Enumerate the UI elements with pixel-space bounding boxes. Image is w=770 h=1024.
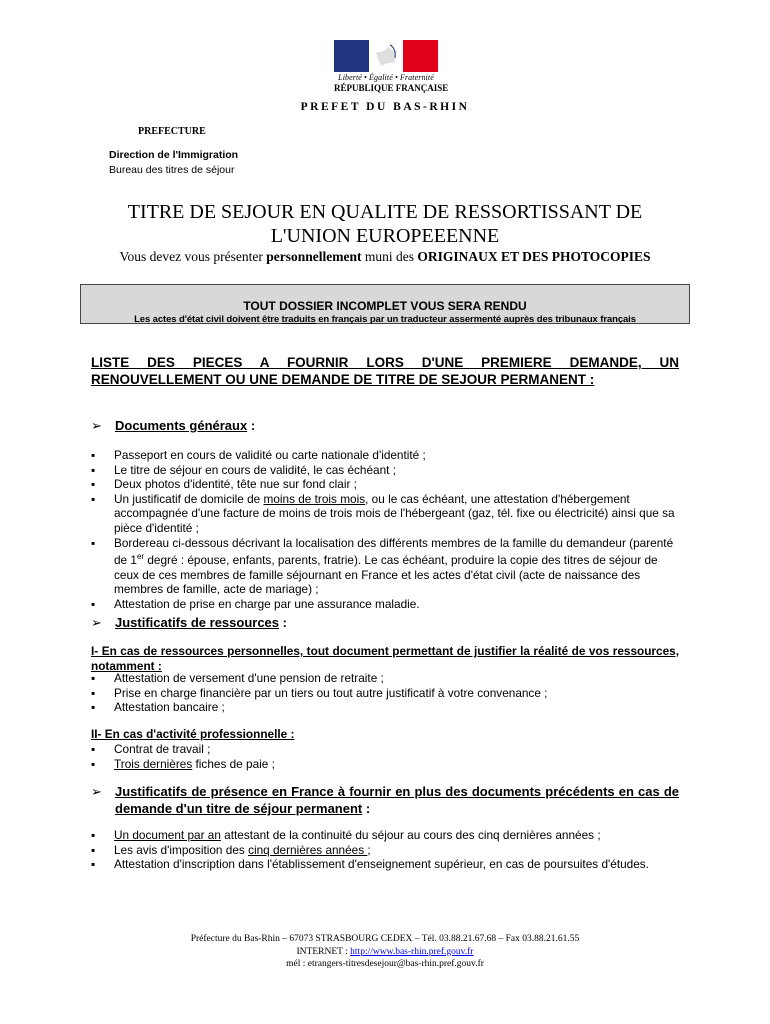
republique-francaise-logo: [334, 40, 449, 93]
notice-box: [80, 284, 690, 324]
ressources-personnelles-list: [91, 671, 679, 715]
documents-generaux-list: [91, 448, 679, 611]
list-item: [91, 597, 679, 612]
arrow-icon: ➢: [91, 418, 102, 433]
footer-email: mél : etrangers-titresdesejour@bas-rhin.pref.gouv.fr: [286, 959, 484, 969]
subtitle-personnellement: personnellement: [266, 249, 362, 264]
list-item: [91, 742, 679, 757]
bullet-icon: ▪: [91, 828, 96, 842]
prefet-heading: PREFET DU BAS-RHIN: [300, 101, 470, 113]
subtitle-part-3: muni des: [361, 249, 418, 264]
republique-label: RÉPUBLIQUE FRANÇAISE: [334, 83, 449, 93]
footer-address: Préfecture du Bas-Rhin – 67073 STRASBOURG CEDEX – Tél. 03.88.21.67.68 – Fax 03.88.21.61.55: [190, 934, 580, 944]
bullet-icon: ▪: [91, 742, 96, 756]
item-text: Deux photos d'identité, tête nue sur fond clair ;: [114, 477, 357, 492]
item-superscript: er: [136, 552, 145, 562]
arrow-icon: ➢: [91, 615, 102, 630]
section-label: Justificatifs de présence en France à fournir en plus des documents précédents en cas de demande d'un titre de séjour permanent: [115, 784, 679, 816]
activite-professionnelle-heading: II- En cas d'activité professionnelle :: [91, 727, 295, 741]
bullet-icon: ▪: [91, 671, 96, 685]
list-item: [91, 536, 679, 597]
item-text: Prise en charge financière par un tiers ou tout autre justificatif à votre convenance ;: [114, 685, 548, 700]
list-item: [91, 686, 679, 701]
title-line-1: TITRE DE SEJOUR EN QUALITE DE RESSORTISSANT DE: [127, 201, 643, 223]
bullet-icon: ▪: [91, 535, 96, 550]
bullet-icon: ▪: [91, 477, 96, 492]
footer-internet: [0, 946, 770, 959]
item-text: Passeport en cours de validité ou carte nationale d'identité ;: [114, 448, 426, 462]
subtitle-originaux: ORIGINAUX ET DES PHOTOCOPIES: [417, 249, 651, 264]
item-text: ;: [367, 842, 371, 857]
item-text: Un justificatif de domicile de: [114, 491, 264, 506]
list-item: [91, 700, 679, 715]
marianne-profile-icon: [364, 40, 408, 72]
section-documents-generaux: [91, 418, 255, 434]
item-text: Contrat de travail ;: [114, 742, 211, 756]
list-item: [91, 671, 679, 686]
footer: [0, 933, 770, 971]
page-title: [0, 200, 770, 248]
bullet-icon: ▪: [91, 448, 96, 462]
item-text: degré : épouse, enfants, parents, fratrie). Le cas échéant, produire la copie des titres de séjour de ceux de ces membres de famille séjournant en France et les actes d'état civil (acte de naissance des membres de famille, acte de mariage) ;: [114, 553, 658, 597]
notice-text-a: Les actes d'état civil doivent être: [134, 314, 282, 325]
justificatifs-presence-list: [91, 828, 679, 872]
item-underlined: Un document par an: [114, 828, 221, 842]
list-item: [91, 857, 679, 872]
item-text: Les avis d'imposition des: [114, 842, 249, 857]
arrow-icon: ➢: [91, 784, 102, 799]
bullet-icon: ▪: [91, 491, 96, 506]
notice-traduits: traduits: [281, 314, 316, 325]
internet-label: INTERNET :: [296, 946, 351, 957]
bullet-icon: ▪: [91, 685, 96, 700]
item-text: fiches de paie ;: [192, 756, 275, 771]
item-underlined: Trois dernières: [114, 756, 193, 771]
direction-label: Direction de l'Immigration: [109, 149, 239, 161]
item-text: Attestation d'inscription dans l'établissement d'enseignement supérieur, en cas de poursuites d'études.: [114, 857, 649, 872]
list-item: [91, 448, 679, 463]
item-text: , ou le cas échéant, une attestation d'hébergement accompagnée d'une facture de moins de trois mois de l'hébergeant (gaz, tél. fixe ou électricité) ainsi que sa pièce d'identité ;: [114, 491, 675, 535]
item-text: Le titre de séjour en cours de validité, le cas échéant ;: [114, 462, 396, 477]
bullet-icon: ▪: [91, 596, 96, 611]
list-item: [91, 492, 679, 536]
subtitle-part-1: Vous devez vous présenter: [119, 249, 267, 264]
section-justificatifs-presence: [91, 783, 679, 817]
list-item: [91, 757, 679, 772]
list-item: [91, 843, 679, 858]
subtitle: [0, 249, 770, 265]
section-justificatifs-ressources: [91, 615, 287, 631]
item-text: Attestation bancaire ;: [114, 700, 225, 715]
item-text: Attestation de versement d'une pension de retraite ;: [114, 671, 384, 685]
bullet-icon: ▪: [91, 857, 96, 872]
title-line-2: L'UNION EUROPEEENNE: [270, 225, 500, 247]
notice-heading: TOUT DOSSIER INCOMPLET VOUS SERA RENDU: [243, 299, 527, 313]
list-item: [91, 828, 679, 843]
section-colon: :: [279, 615, 287, 630]
tricolor-flag-icon: [334, 40, 438, 72]
website-link[interactable]: http://www.bas-rhin.pref.gouv.fr: [350, 946, 474, 957]
section-colon: :: [247, 418, 256, 433]
item-text: Bordereau ci-dessous décrivant la localisation des différents membres de la famille du demandeur (parenté de 1: [114, 535, 674, 568]
notice-text-c: en français par un traducteur assermenté auprès des tribunaux français: [315, 314, 636, 325]
ressources-personnelles-heading: I- En cas de ressources personnelles, tout document permettant de justifier la réalité de vos ressources, notamment :: [91, 644, 679, 673]
item-text: Attestation de prise en charge par une assurance maladie.: [114, 596, 420, 611]
notice-text: [81, 314, 689, 325]
section-label: Documents généraux: [115, 418, 248, 433]
bullet-icon: ▪: [91, 756, 96, 771]
item-underlined: cinq dernières années: [248, 842, 368, 857]
section-label: Justificatifs de ressources: [115, 615, 280, 630]
bullet-icon: ▪: [91, 842, 96, 857]
list-item: [91, 463, 679, 478]
list-item: [91, 477, 679, 492]
section-colon: :: [362, 801, 371, 816]
liste-heading: LISTE DES PIECES A FOURNIR LORS D'UNE PREMIERE DEMANDE, UN RENOUVELLEMENT OU UNE DEMANDE DE TITRE DE SEJOUR PERMANENT :: [91, 355, 679, 387]
activite-professionnelle-list: [91, 742, 679, 771]
bullet-icon: ▪: [91, 700, 96, 715]
bullet-icon: ▪: [91, 462, 96, 477]
item-text: attestant de la continuité du séjour au cours des cinq dernières années ;: [220, 828, 601, 842]
bureau-label: Bureau des titres de séjour: [109, 164, 235, 176]
item-underlined: moins de trois mois: [263, 491, 366, 506]
prefecture-label: PREFECTURE: [138, 126, 206, 137]
motto: Liberté • Égalité • Fraternité: [338, 73, 434, 82]
